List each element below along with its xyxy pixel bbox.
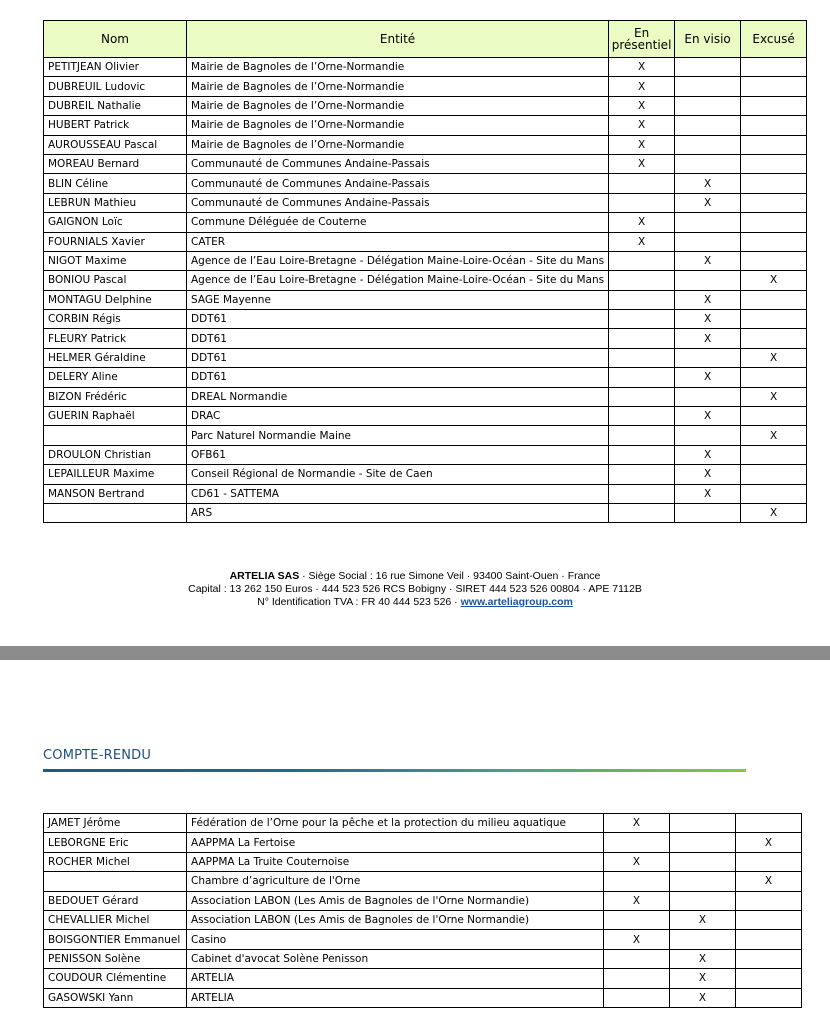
cell-entite: Association LABON (Les Amis de Bagnoles de l'Orne Normandie) bbox=[187, 891, 604, 910]
cell-presentiel bbox=[604, 949, 670, 968]
cell-visio: X bbox=[670, 988, 736, 1007]
cell-nom: JAMET Jérôme bbox=[44, 814, 187, 833]
cell-presentiel: X bbox=[609, 232, 675, 251]
header-en-visio: En visio bbox=[675, 21, 741, 58]
cell-excuse bbox=[741, 116, 807, 135]
cell-excuse: X bbox=[736, 872, 802, 891]
cell-presentiel bbox=[609, 465, 675, 484]
cell-nom bbox=[44, 503, 187, 522]
cell-entite: Communauté de Communes Andaine-Passais bbox=[187, 174, 609, 193]
cell-presentiel: X bbox=[604, 930, 670, 949]
cell-excuse bbox=[741, 213, 807, 232]
table-row bbox=[44, 232, 807, 251]
cell-nom bbox=[44, 872, 187, 891]
cell-visio bbox=[675, 154, 741, 173]
cell-visio: X bbox=[675, 465, 741, 484]
cell-presentiel bbox=[604, 988, 670, 1007]
cell-excuse bbox=[741, 329, 807, 348]
cell-excuse: X bbox=[741, 271, 807, 290]
table-body bbox=[44, 58, 807, 523]
cell-presentiel bbox=[604, 833, 670, 852]
cell-nom bbox=[44, 426, 187, 445]
cell-nom: DROULON Christian bbox=[44, 445, 187, 464]
cell-entite: Casino bbox=[187, 930, 604, 949]
cell-excuse bbox=[741, 77, 807, 96]
cell-visio: X bbox=[675, 329, 741, 348]
cell-entite: Parc Naturel Normandie Maine bbox=[187, 426, 609, 445]
footer-line-2: Capital : 13 262 150 Euros · 444 523 526 RCS Bobigny · SIRET 444 523 526 00804 · APE 7112B bbox=[188, 583, 642, 595]
cell-nom: FLEURY Patrick bbox=[44, 329, 187, 348]
table-row bbox=[44, 348, 807, 367]
cell-excuse bbox=[741, 465, 807, 484]
cell-entite: Communauté de Communes Andaine-Passais bbox=[187, 154, 609, 173]
table-row bbox=[44, 445, 807, 464]
cell-entite: Mairie de Bagnoles de l’Orne-Normandie bbox=[187, 77, 609, 96]
cell-visio: X bbox=[675, 174, 741, 193]
cell-entite: Cabinet d'avocat Solène Penisson bbox=[187, 949, 604, 968]
cell-entite: Conseil Régional de Normandie - Site de Caen bbox=[187, 465, 609, 484]
cell-excuse bbox=[741, 232, 807, 251]
table-row bbox=[44, 193, 807, 212]
cell-presentiel bbox=[604, 872, 670, 891]
cell-nom: BOISGONTIER Emmanuel bbox=[44, 930, 187, 949]
cell-presentiel bbox=[604, 969, 670, 988]
cell-presentiel: X bbox=[609, 154, 675, 173]
cell-excuse bbox=[741, 154, 807, 173]
cell-entite: Agence de l’Eau Loire-Bretagne - Délégation Maine-Loire-Océan - Site du Mans bbox=[187, 271, 609, 290]
cell-presentiel bbox=[609, 251, 675, 270]
table-row bbox=[44, 290, 807, 309]
cell-presentiel bbox=[609, 445, 675, 464]
header-excuse: Excusé bbox=[741, 21, 807, 58]
cell-excuse bbox=[741, 251, 807, 270]
cell-visio bbox=[675, 213, 741, 232]
cell-nom: COUDOUR Clémentine bbox=[44, 969, 187, 988]
cell-visio: X bbox=[670, 910, 736, 929]
table-row bbox=[44, 77, 807, 96]
cell-nom: CHEVALLIER Michel bbox=[44, 910, 187, 929]
cell-entite: CATER bbox=[187, 232, 609, 251]
attendance-table-1 bbox=[43, 20, 807, 523]
cell-nom: NIGOT Maxime bbox=[44, 251, 187, 270]
table-row bbox=[44, 271, 807, 290]
footer-line-1 bbox=[0, 570, 830, 583]
cell-excuse bbox=[741, 445, 807, 464]
cell-presentiel bbox=[609, 290, 675, 309]
cell-presentiel: X bbox=[604, 814, 670, 833]
cell-nom: GAIGNON Loïc bbox=[44, 213, 187, 232]
cell-visio bbox=[675, 426, 741, 445]
cell-visio bbox=[675, 387, 741, 406]
footer-company: ARTELIA SAS bbox=[229, 570, 300, 582]
cell-excuse bbox=[736, 988, 802, 1007]
cell-presentiel bbox=[609, 348, 675, 367]
header-nom: Nom bbox=[44, 21, 187, 58]
cell-entite: Mairie de Bagnoles de l’Orne-Normandie bbox=[187, 58, 609, 77]
page-separator bbox=[0, 646, 830, 660]
cell-excuse bbox=[741, 368, 807, 387]
cell-visio bbox=[670, 814, 736, 833]
cell-presentiel: X bbox=[609, 77, 675, 96]
cell-visio: X bbox=[675, 368, 741, 387]
section-title: COMPTE-RENDU bbox=[43, 748, 152, 763]
cell-visio: X bbox=[675, 290, 741, 309]
table-row bbox=[44, 116, 807, 135]
table-row bbox=[44, 310, 807, 329]
table-row bbox=[44, 251, 807, 270]
cell-visio: X bbox=[675, 445, 741, 464]
cell-entite: Commune Déléguée de Couterne bbox=[187, 213, 609, 232]
cell-entite: Agence de l’Eau Loire-Bretagne - Délégation Maine-Loire-Océan - Site du Mans bbox=[187, 251, 609, 270]
cell-presentiel bbox=[609, 407, 675, 426]
footer-line-3 bbox=[0, 596, 830, 609]
cell-presentiel: X bbox=[609, 213, 675, 232]
table-row bbox=[44, 154, 807, 173]
cell-presentiel bbox=[609, 426, 675, 445]
table-row bbox=[44, 833, 802, 852]
cell-nom: BLIN Céline bbox=[44, 174, 187, 193]
cell-entite: ARTELIA bbox=[187, 988, 604, 1007]
cell-visio: X bbox=[670, 969, 736, 988]
cell-excuse bbox=[741, 484, 807, 503]
cell-presentiel: X bbox=[609, 116, 675, 135]
cell-excuse bbox=[736, 852, 802, 871]
cell-entite: DDT61 bbox=[187, 368, 609, 387]
cell-visio bbox=[675, 503, 741, 522]
cell-nom: BONIOU Pascal bbox=[44, 271, 187, 290]
cell-nom: DELERY Aline bbox=[44, 368, 187, 387]
cell-entite: SAGE Mayenne bbox=[187, 290, 609, 309]
cell-visio bbox=[670, 852, 736, 871]
cell-presentiel bbox=[609, 387, 675, 406]
header-en-presentiel: En présentiel bbox=[609, 21, 675, 58]
cell-entite: Chambre d’agriculture de l'Orne bbox=[187, 872, 604, 891]
cell-visio: X bbox=[675, 310, 741, 329]
cell-entite: DDT61 bbox=[187, 348, 609, 367]
cell-visio: X bbox=[675, 484, 741, 503]
cell-excuse bbox=[741, 193, 807, 212]
cell-nom: CORBIN Régis bbox=[44, 310, 187, 329]
cell-presentiel bbox=[609, 484, 675, 503]
cell-presentiel: X bbox=[609, 58, 675, 77]
cell-entite: Association LABON (Les Amis de Bagnoles de l'Orne Normandie) bbox=[187, 910, 604, 929]
cell-entite: AAPPMA La Fertoise bbox=[187, 833, 604, 852]
cell-visio bbox=[675, 116, 741, 135]
table-row bbox=[44, 368, 807, 387]
table-row bbox=[44, 465, 807, 484]
table-row bbox=[44, 213, 807, 232]
cell-excuse bbox=[736, 814, 802, 833]
table-row bbox=[44, 426, 807, 445]
cell-nom: GASOWSKI Yann bbox=[44, 988, 187, 1007]
footer-tva: N° Identification TVA : FR 40 444 523 526 · bbox=[257, 596, 461, 608]
cell-presentiel: X bbox=[604, 852, 670, 871]
table-row bbox=[44, 910, 802, 929]
table-row bbox=[44, 329, 807, 348]
cell-entite: Fédération de l’Orne pour la pêche et la protection du milieu aquatique bbox=[187, 814, 604, 833]
cell-visio bbox=[670, 833, 736, 852]
cell-presentiel: X bbox=[609, 96, 675, 115]
table-row bbox=[44, 969, 802, 988]
table-row bbox=[44, 988, 802, 1007]
cell-nom: PENISSON Solène bbox=[44, 949, 187, 968]
cell-visio: X bbox=[675, 407, 741, 426]
cell-nom: MOREAU Bernard bbox=[44, 154, 187, 173]
cell-excuse bbox=[741, 407, 807, 426]
cell-visio bbox=[675, 348, 741, 367]
table-row bbox=[44, 135, 807, 154]
cell-entite: AAPPMA La Truite Couternoise bbox=[187, 852, 604, 871]
cell-entite: DDT61 bbox=[187, 310, 609, 329]
cell-excuse bbox=[741, 290, 807, 309]
table-header-row bbox=[44, 21, 807, 58]
table-row bbox=[44, 872, 802, 891]
table-row bbox=[44, 852, 802, 871]
cell-visio bbox=[675, 58, 741, 77]
cell-nom: HELMER Géraldine bbox=[44, 348, 187, 367]
cell-excuse bbox=[741, 310, 807, 329]
cell-nom: MONTAGU Delphine bbox=[44, 290, 187, 309]
cell-presentiel bbox=[604, 910, 670, 929]
cell-visio bbox=[670, 891, 736, 910]
table-row bbox=[44, 96, 807, 115]
cell-visio bbox=[675, 135, 741, 154]
table-body bbox=[44, 814, 802, 1008]
cell-nom: GUERIN Raphaël bbox=[44, 407, 187, 426]
cell-entite: Communauté de Communes Andaine-Passais bbox=[187, 193, 609, 212]
cell-entite: Mairie de Bagnoles de l’Orne-Normandie bbox=[187, 135, 609, 154]
cell-nom: DUBREIL Nathalie bbox=[44, 96, 187, 115]
footer-website-link[interactable]: www.arteliagroup.com bbox=[460, 596, 573, 608]
cell-excuse bbox=[736, 891, 802, 910]
table-row bbox=[44, 814, 802, 833]
cell-presentiel bbox=[609, 368, 675, 387]
table-row bbox=[44, 407, 807, 426]
cell-visio: X bbox=[675, 193, 741, 212]
cell-excuse bbox=[736, 969, 802, 988]
cell-presentiel bbox=[609, 174, 675, 193]
cell-nom: ROCHER Michel bbox=[44, 852, 187, 871]
cell-entite: ARTELIA bbox=[187, 969, 604, 988]
cell-nom: LEPAILLEUR Maxime bbox=[44, 465, 187, 484]
cell-nom: HUBERT Patrick bbox=[44, 116, 187, 135]
cell-nom: BEDOUET Gérard bbox=[44, 891, 187, 910]
cell-visio bbox=[675, 77, 741, 96]
table-row bbox=[44, 891, 802, 910]
cell-visio bbox=[675, 232, 741, 251]
cell-nom: AUROUSSEAU Pascal bbox=[44, 135, 187, 154]
cell-nom: LEBRUN Mathieu bbox=[44, 193, 187, 212]
cell-visio bbox=[670, 872, 736, 891]
footer-address: · Siège Social : 16 rue Simone Veil · 93400 Saint-Ouen · France bbox=[299, 570, 601, 582]
cell-entite: CD61 - SATTEMA bbox=[187, 484, 609, 503]
cell-presentiel: X bbox=[609, 135, 675, 154]
cell-presentiel bbox=[609, 310, 675, 329]
cell-entite: Mairie de Bagnoles de l’Orne-Normandie bbox=[187, 116, 609, 135]
cell-excuse bbox=[736, 910, 802, 929]
table-row bbox=[44, 930, 802, 949]
cell-visio bbox=[675, 271, 741, 290]
cell-nom: LEBORGNE Eric bbox=[44, 833, 187, 852]
cell-excuse bbox=[741, 135, 807, 154]
cell-nom: PETITJEAN Olivier bbox=[44, 58, 187, 77]
title-underline bbox=[43, 769, 746, 772]
cell-nom: DUBREUIL Ludovic bbox=[44, 77, 187, 96]
header-entite: Entité bbox=[187, 21, 609, 58]
cell-excuse bbox=[736, 949, 802, 968]
table-row bbox=[44, 949, 802, 968]
cell-entite: DRAC bbox=[187, 407, 609, 426]
cell-nom: FOURNIALS Xavier bbox=[44, 232, 187, 251]
cell-entite: DREAL Normandie bbox=[187, 387, 609, 406]
cell-presentiel bbox=[609, 329, 675, 348]
cell-visio: X bbox=[670, 949, 736, 968]
cell-excuse bbox=[741, 58, 807, 77]
table-row bbox=[44, 58, 807, 77]
table-row bbox=[44, 387, 807, 406]
cell-presentiel bbox=[609, 193, 675, 212]
cell-nom: BIZON Frédéric bbox=[44, 387, 187, 406]
cell-visio bbox=[670, 930, 736, 949]
cell-presentiel bbox=[609, 271, 675, 290]
cell-presentiel: X bbox=[604, 891, 670, 910]
cell-entite: ARS bbox=[187, 503, 609, 522]
company-footer bbox=[0, 570, 830, 609]
cell-entite: Mairie de Bagnoles de l’Orne-Normandie bbox=[187, 96, 609, 115]
table-row bbox=[44, 484, 807, 503]
cell-excuse bbox=[736, 930, 802, 949]
cell-presentiel bbox=[609, 503, 675, 522]
cell-entite: OFB61 bbox=[187, 445, 609, 464]
cell-excuse: X bbox=[741, 503, 807, 522]
cell-excuse: X bbox=[741, 426, 807, 445]
cell-excuse: X bbox=[741, 387, 807, 406]
cell-excuse: X bbox=[741, 348, 807, 367]
table-row bbox=[44, 503, 807, 522]
cell-excuse bbox=[741, 174, 807, 193]
cell-entite: DDT61 bbox=[187, 329, 609, 348]
attendance-table-2 bbox=[43, 813, 802, 1008]
cell-visio bbox=[675, 96, 741, 115]
cell-excuse bbox=[741, 96, 807, 115]
cell-visio: X bbox=[675, 251, 741, 270]
table-row bbox=[44, 174, 807, 193]
cell-nom: MANSON Bertrand bbox=[44, 484, 187, 503]
cell-excuse: X bbox=[736, 833, 802, 852]
